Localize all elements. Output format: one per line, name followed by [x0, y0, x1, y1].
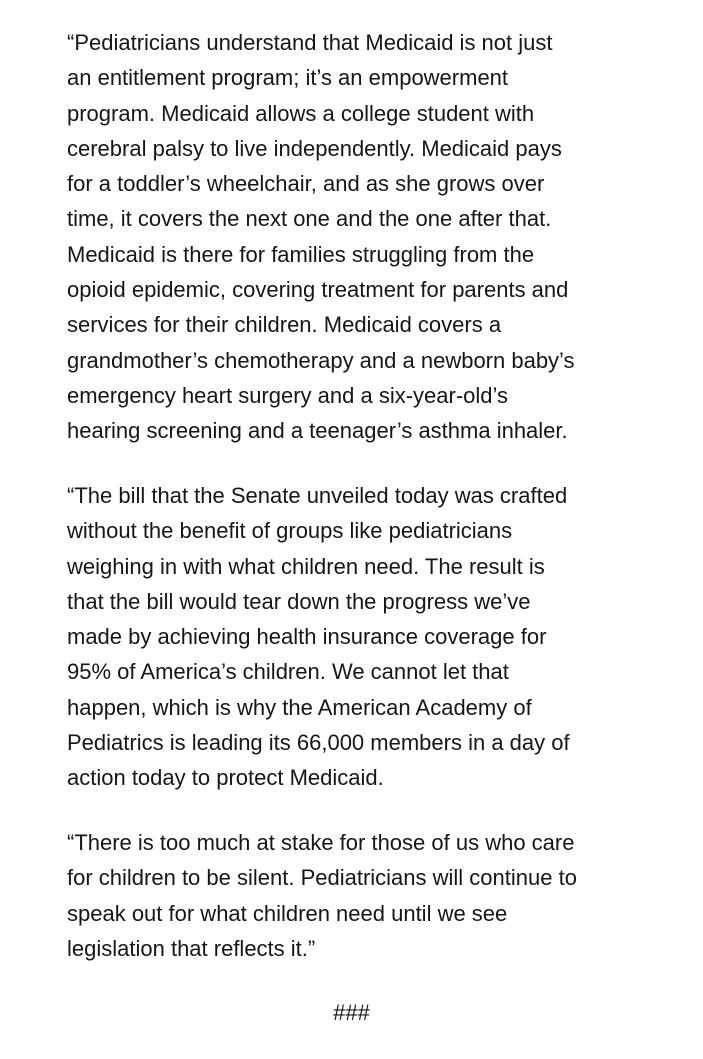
text-line: “The bill that the Senate unveiled today was crafted — [67, 483, 568, 508]
text-line: program. Medicaid allows a college student with — [67, 100, 535, 126]
text-line: for a toddler’s wheelchair, and as she grows over — [67, 171, 545, 197]
paragraph-speak-out — [67, 825, 657, 966]
text-line: 95% of America’s children. We cannot let that — [67, 659, 509, 685]
text-line: grandmother’s chemotherapy and a newborn baby’s — [67, 347, 575, 373]
text-line: cerebral palsy to live independently. Medicaid pays — [67, 135, 562, 161]
text-line: an entitlement program; it’s an empowerment — [67, 65, 509, 91]
text-line: action today to protect Medicaid. — [67, 765, 384, 791]
text-line: “There is too much at stake for those of us who care — [67, 830, 575, 855]
text-line: for children to be silent. Pediatricians will continue to — [67, 865, 577, 891]
paragraph-senate-bill — [67, 478, 657, 796]
text-line: made by achieving health insurance coverage for — [67, 624, 547, 650]
text-line: speak out for what children need until we see — [67, 900, 508, 926]
text-line: emergency heart surgery and a six-year-old’s — [67, 382, 509, 408]
text-line: without the benefit of groups like pediatricians — [67, 518, 513, 544]
text-line: opioid epidemic, covering treatment for parents and — [67, 277, 569, 303]
end-of-release-mark: ### — [333, 1000, 370, 1025]
text-line: weighing in with what children need. The result is — [67, 553, 545, 579]
text-line: services for their children. Medicaid covers a — [67, 312, 502, 338]
text-line: that the bill would tear down the progress we’ve — [67, 588, 531, 614]
text-line: Pediatrics is leading its 66,000 members in a day of — [67, 730, 570, 756]
text-line: time, it covers the next one and the one after that. — [67, 206, 552, 232]
text-line: happen, which is why the American Academy of — [67, 694, 532, 720]
text-line: “Pediatricians understand that Medicaid is not just — [67, 30, 553, 55]
paragraph-medicaid-empowerment — [67, 25, 657, 449]
text-line: Medicaid is there for families struggling from the — [67, 241, 535, 267]
text-line: hearing screening and a teenager’s asthma inhaler. — [67, 418, 568, 444]
text-line: legislation that reflects it.” — [67, 935, 316, 961]
